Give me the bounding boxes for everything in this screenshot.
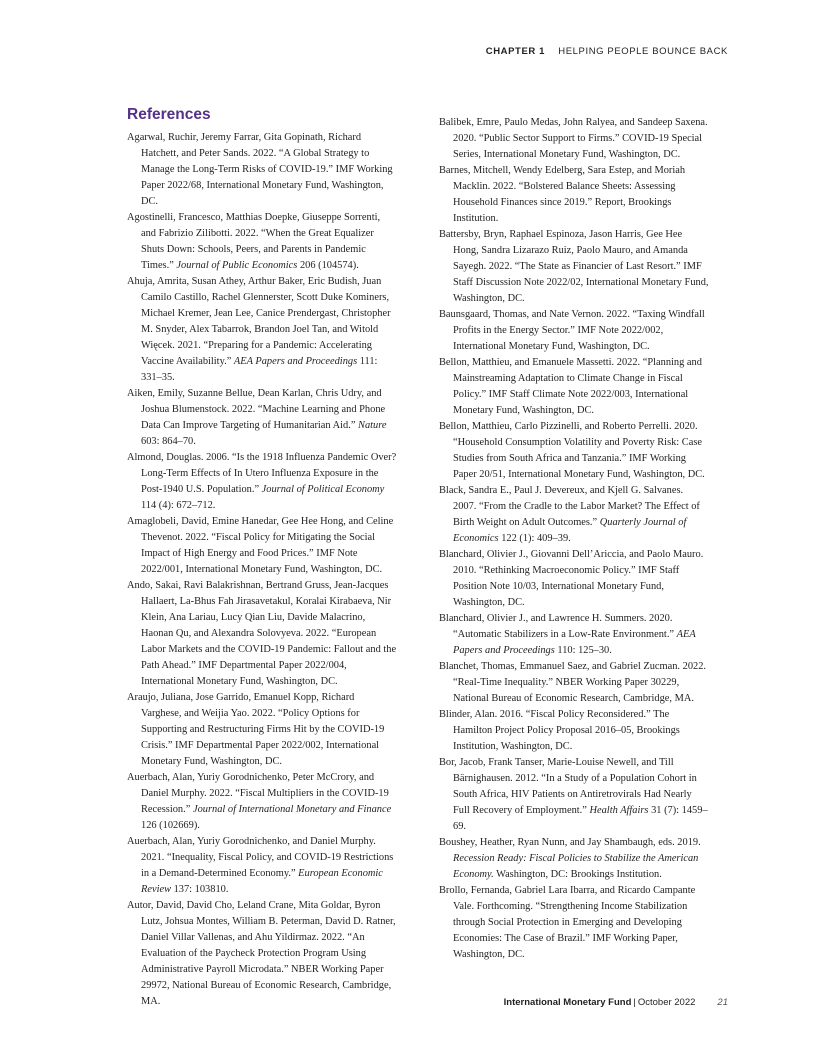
footer-separator: | [633,997,636,1008]
reference-entry: Bor, Jacob, Frank Tanser, Marie-Louise Newell, and Till Bärnighausen. 2012. “In a Study of a Population Cohort in South Africa, HIV Patients on Antiretrovirals Had Nearly Full Recovery of Employment.” Health Affairs 31 (7): 1459–69. [439,757,708,832]
reference-entry: Amaglobeli, David, Emine Hanedar, Gee Hee Hong, and Celine Thevenot. 2022. “Fiscal Policy for Mitigating the Social Impact of High Energy and Food Prices.” IMF Note 2022/001, International Monetary Fund, Washington, DC. [127,516,394,575]
reference-entry: Araujo, Juliana, Jose Garrido, Emanuel Kopp, Richard Varghese, and Weijia Yao. 2022. “Policy Options for Supporting and Restructuring Firms Hit by the COVID-19 Crisis.” IMF Departmental Paper 2022/002, International Monetary Fund, Washington, DC. [127,692,385,767]
page-number: 21 [717,997,728,1008]
footer-organization: International Monetary Fund [503,997,632,1008]
reference-entry: Blanchard, Olivier J., and Lawrence H. Summers. 2020. “Automatic Stabilizers in a Low-Rate Environment.” AEA Papers and Proceedings 110: 125–30. [439,613,696,656]
reference-entry: Agarwal, Ruchir, Jeremy Farrar, Gita Gopinath, Richard Hatchett, and Peter Sands. 2022. “A Global Strategy to Manage the Long-Term Risks of COVID-19.” IMF Working Paper 2022/68, International Monetary Fund, Washington, DC. [127,132,393,207]
reference-entry: Balibek, Emre, Paulo Medas, John Ralyea, and Sandeep Saxena. 2020. “Public Sector Support to Firms.” COVID-19 Special Series, International Monetary Fund, Washington, DC. [439,117,708,160]
reference-entry: Auerbach, Alan, Yuriy Gorodnichenko, Peter McCrory, and Daniel Murphy. 2022. “Fiscal Multipliers in the COVID-19 Recession.” Journal of International Monetary and Finance 126 (102669). [127,772,392,831]
reference-entry: Agostinelli, Francesco, Matthias Doepke, Giuseppe Sorrenti, and Fabrizio Zilibotti. 2022. “When the Great Equalizer Shuts Down: Schools, Peers, and Parents in Pandemic Times.” Journal of Public Economics 206 (104574). [127,212,381,271]
reference-entry: Aiken, Emily, Suzanne Bellue, Dean Karlan, Chris Udry, and Joshua Blumenstock. 2022. “Machine Learning and Phone Data Can Improve Targeting of Humanitarian Aid.” Nature 603: 864–70. [127,388,387,447]
reference-entry: Almond, Douglas. 2006. “Is the 1918 Influenza Pandemic Over? Long-Term Effects of In Utero Influenza Exposure in the Post-1940 U.S. Population.” Journal of Political Economy 114 (4): 672–712. [127,452,397,511]
chapter-label: CHAPTER 1 [485,46,545,57]
page-footer [504,997,728,1008]
references-heading: References [127,106,211,123]
reference-entry: Auerbach, Alan, Yuriy Gorodnichenko, and Daniel Murphy. 2021. “Inequality, Fiscal Policy, and COVID-19 Restrictions in a Demand-Determined Economy.” European Economic Review 137: 103810. [127,836,394,895]
reference-entry: Autor, David, David Cho, Leland Crane, Mita Goldar, Byron Lutz, Johsua Montes, William B. Peterman, David D. Ratner, Daniel Villar Vallenas, and Ahu Yildirmaz. 2022. “An Evaluation of the Paycheck Protection Program Using Administrative Payroll Microdata.” NBER Working Paper 29972, National Bureau of Economic Research, Cambridge, MA. [127,900,396,1007]
reference-entry: Blanchet, Thomas, Emmanuel Saez, and Gabriel Zucman. 2022. “Real-Time Inequality.” NBER Working Paper 30229, National Bureau of Economic Research, Cambridge, MA. [439,661,707,704]
reference-entry: Bellon, Matthieu, and Emanuele Massetti. 2022. “Planning and Mainstreaming Adaptation to Climate Change in Fiscal Policy.” IMF Staff Climate Note 2022/003, International Monetary Fund, Washington, DC. [439,357,702,416]
reference-entry: Blinder, Alan. 2016. “Fiscal Policy Reconsidered.” The Hamilton Project Policy Proposal 2016–05, Brookings Institution, Washington, DC. [439,709,680,752]
reference-entry: Ahuja, Amrita, Susan Athey, Arthur Baker, Eric Budish, Juan Camilo Castillo, Rachel Glennerster, Scott Duke Kominers, Michael Kremer, Jean Lee, Canice Prendergast, Christopher M. Snyder, Alex Tabarrok, Brandon Joel Tan, and Witold Więcek. 2021. “Preparing for a Pandemic: Accelerating Vaccine Availability.” AEA Papers and Proceedings 111: 331–35. [127,276,391,383]
footer-date: October 2022 [637,997,696,1008]
reference-entry: Blanchard, Olivier J., Giovanni Dell’Ariccia, and Paolo Mauro. 2010. “Rethinking Macroeconomic Policy.” IMF Staff Position Note 10/03, International Monetary Fund, Washington, DC. [439,549,704,608]
references-column-left [127,130,397,1010]
reference-entry: Bellon, Matthieu, Carlo Pizzinelli, and Roberto Perrelli. 2020. “Household Consumption Volatility and Poverty Risk: Case Studies from South Africa and Tanzania.” IMF Working Paper 20/51, International Monetary Fund, Washington, DC. [439,421,705,480]
reference-entry: Battersby, Bryn, Raphael Espinoza, Jason Harris, Gee Hee Hong, Sandra Lizarazo Ruiz, Paolo Mauro, and Amanda Sayegh. 2022. “The State as Financier of Last Resort.” IMF Staff Discussion Note 2022/02, International Monetary Fund, Washington, DC. [439,229,709,304]
reference-entry: Brollo, Fernanda, Gabriel Lara Ibarra, and Ricardo Campante Vale. Forthcoming. “Strengthening Income Stabilization through Social Protection in Emerging and Developing Economies: The Case of Brazil.” IMF Working Paper, Washington, DC. [439,885,696,960]
reference-entry: Boushey, Heather, Ryan Nunn, and Jay Shambaugh, eds. 2019. Recession Ready: Fiscal Policies to Stabilize the American Economy. Washington, DC: Brookings Institution. [439,837,701,880]
references-column-right [439,115,709,963]
reference-entry: Ando, Sakai, Ravi Balakrishnan, Bertrand Gruss, Jean-Jacques Hallaert, La-Bhus Fah Jirasavetakul, Koralai Kirabaeva, Nir Klein, Ana Lariau, Lucy Qian Liu, Davide Malacrino, Haonan Qu, and Alexandra Solovyeva. 2022. “European Labor Markets and the COVID-19 Pandemic: Fallout and the Path Ahead.” IMF Departmental Paper 2022/004, International Monetary Fund, Washington, DC. [127,580,397,687]
reference-entry: Black, Sandra E., Paul J. Devereux, and Kjell G. Salvanes. 2007. “From the Cradle to the Labor Market? The Effect of Birth Weight on Adult Outcomes.” Quarterly Journal of Economics 122 (1): 409–39. [439,485,700,544]
chapter-title: HELPING PEOPLE BOUNCE BACK [558,46,728,57]
reference-entry: Baunsgaard, Thomas, and Nate Vernon. 2022. “Taxing Windfall Profits in the Energy Sector.” IMF Note 2022/002, International Monetary Fund, Washington, DC. [439,309,705,352]
reference-entry: Barnes, Mitchell, Wendy Edelberg, Sara Estep, and Moriah Macklin. 2022. “Bolstered Balance Sheets: Assessing Household Finances since 2019.” Report, Brookings Institution. [439,165,686,224]
running-header [486,46,728,57]
